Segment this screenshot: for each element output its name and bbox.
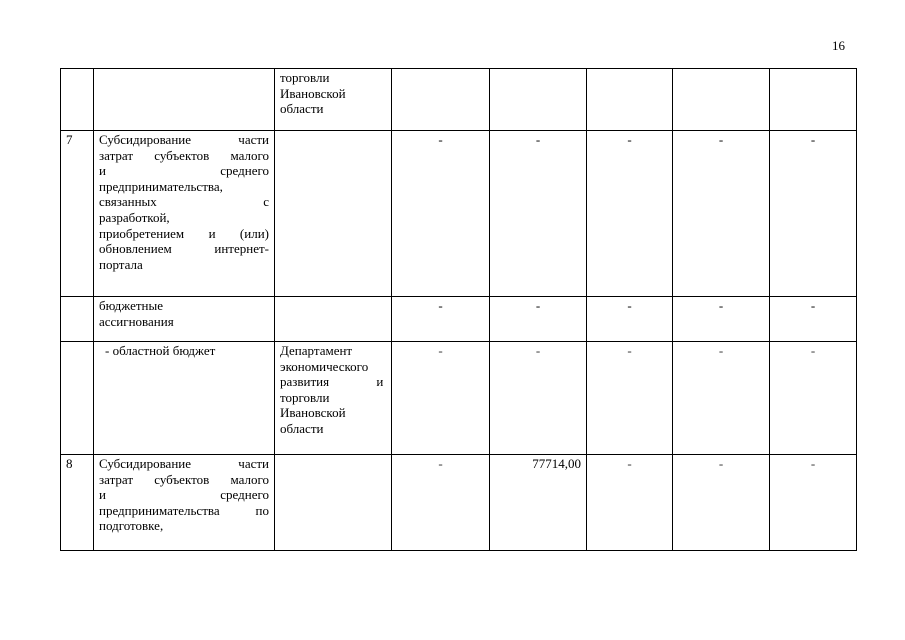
executor-cell	[275, 455, 392, 551]
executor-line: развития и	[280, 374, 384, 390]
row-number-cell	[61, 342, 94, 455]
word: затрат	[99, 147, 134, 163]
word: связанных	[99, 194, 157, 210]
word: части	[238, 456, 269, 471]
word: малого	[230, 471, 269, 487]
table-row	[61, 342, 857, 455]
activity-name-cell	[94, 342, 275, 455]
name-line: подготовке,	[99, 518, 164, 534]
activity-name-cell	[94, 131, 275, 297]
executor-cell	[275, 131, 392, 297]
executor-line: экономического	[280, 358, 369, 374]
table-row	[61, 297, 857, 342]
word: и	[99, 163, 106, 179]
value-cell: -	[392, 342, 490, 455]
executor-cell	[275, 69, 392, 131]
word: субъектов	[154, 471, 210, 487]
executor-line: области	[280, 420, 324, 436]
word: малого	[230, 147, 269, 163]
word: обновлением	[99, 241, 172, 257]
name-line: бюджетные	[99, 298, 164, 313]
name-line: - областной бюджет	[105, 343, 216, 358]
activity-name-cell	[94, 69, 275, 131]
row-number-cell: 7	[61, 131, 94, 297]
name-line	[99, 503, 269, 519]
value-cell: -	[392, 297, 490, 342]
value-cell: -	[587, 131, 673, 297]
value-cell: -	[770, 455, 857, 551]
name-line: разработкой,	[99, 209, 170, 225]
value-cell	[587, 69, 673, 131]
value-cell: -	[587, 455, 673, 551]
word: части	[238, 132, 269, 147]
name-line: портала	[99, 256, 143, 272]
value-cell: -	[770, 131, 857, 297]
name-line	[99, 148, 269, 164]
activity-name-cell	[94, 297, 275, 342]
name-line: предпринимательства,	[99, 178, 223, 194]
value-cell: -	[490, 131, 587, 297]
value-cell: -	[587, 297, 673, 342]
executor-line: области	[280, 101, 324, 117]
value-cell: -	[673, 297, 770, 342]
row-number-cell: 8	[61, 455, 94, 551]
value-cell: -	[490, 342, 587, 455]
budget-table	[60, 68, 857, 551]
name-line	[99, 472, 269, 488]
value-cell: -	[673, 455, 770, 551]
name-line	[99, 456, 269, 472]
executor-line: Ивановской	[280, 85, 346, 101]
value-cell: -	[770, 342, 857, 455]
name-line	[99, 241, 269, 257]
value-cell	[490, 69, 587, 131]
executor-line: торговли	[280, 70, 330, 85]
name-line	[99, 194, 269, 210]
activity-name-cell	[94, 455, 275, 551]
value-cell: -	[770, 297, 857, 342]
value-cell	[392, 69, 490, 131]
executor-line: Ивановской	[280, 405, 346, 421]
name-line	[99, 163, 269, 179]
value-cell	[770, 69, 857, 131]
word: Субсидирование	[99, 132, 192, 147]
word: интернет-	[214, 241, 269, 257]
word: затрат	[99, 471, 134, 487]
word: среднего	[220, 487, 269, 503]
executor-line: торговли	[280, 389, 330, 405]
value-cell: -	[392, 455, 490, 551]
word: приобретением	[99, 225, 185, 241]
value-cell	[673, 69, 770, 131]
executor-line: Департамент	[280, 343, 353, 358]
word: субъектов	[154, 147, 210, 163]
table-row	[61, 69, 857, 131]
word: (или)	[239, 225, 269, 241]
value-cell: -	[587, 342, 673, 455]
table-row	[61, 455, 857, 551]
executor-cell	[275, 297, 392, 342]
word: с	[263, 194, 269, 210]
row-number-cell	[61, 297, 94, 342]
page-number: 16	[832, 38, 845, 53]
word: Субсидирование	[99, 456, 192, 471]
executor-cell	[275, 342, 392, 455]
name-line: ассигнования	[99, 313, 174, 329]
name-line	[99, 487, 269, 503]
row-number-cell	[61, 69, 94, 131]
table-row	[61, 131, 857, 297]
word: по	[255, 502, 269, 518]
word: и	[208, 225, 216, 241]
word: предпринимательства	[99, 502, 220, 518]
value-cell: 77714,00	[490, 455, 587, 551]
word: и	[99, 487, 106, 503]
value-cell: -	[673, 342, 770, 455]
name-line	[99, 226, 269, 242]
word: среднего	[220, 163, 269, 179]
name-line	[99, 132, 269, 148]
value-cell: -	[490, 297, 587, 342]
value-cell: -	[673, 131, 770, 297]
value-cell: -	[392, 131, 490, 297]
